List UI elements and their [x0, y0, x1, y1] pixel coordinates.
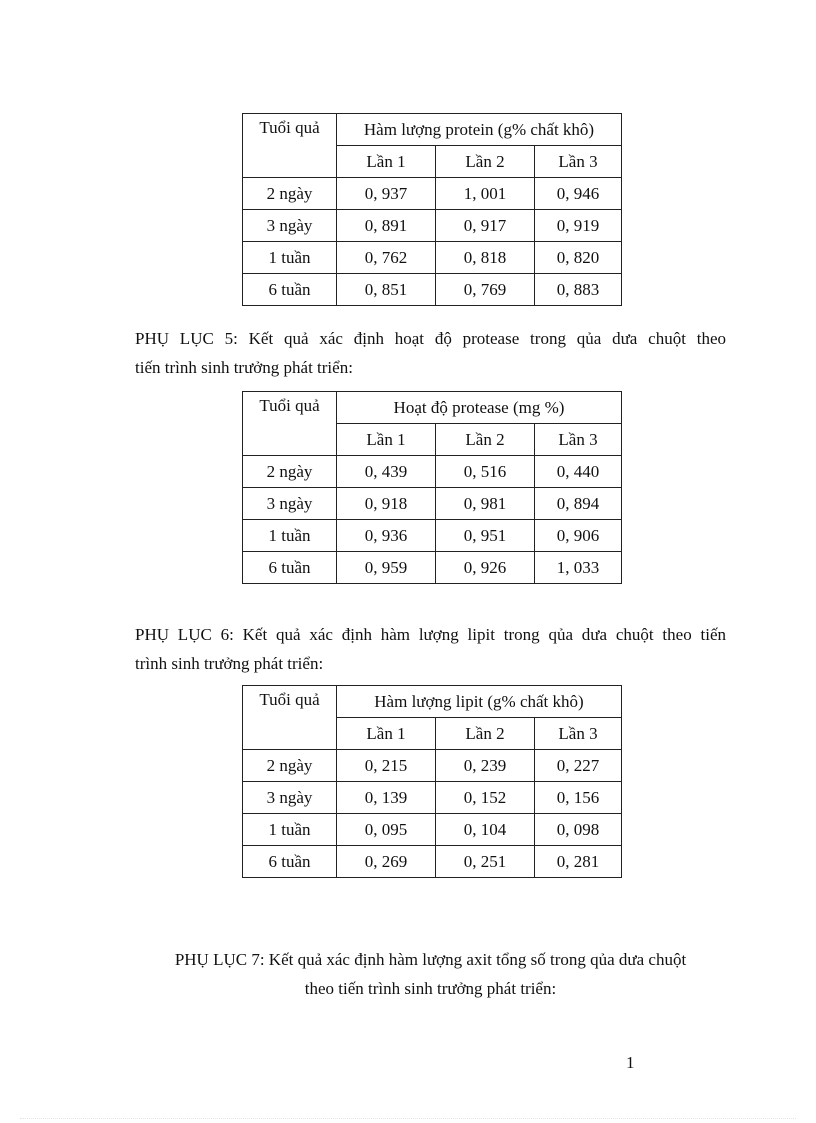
cell-value: 0, 851 [337, 274, 436, 306]
appendix-6-heading [135, 620, 726, 678]
cell-value: 0, 959 [337, 552, 436, 584]
table-row [243, 456, 622, 488]
cell-value: 0, 440 [535, 456, 622, 488]
cell-value: 0, 981 [436, 488, 535, 520]
cell-value: 0, 946 [535, 178, 622, 210]
lipid-table [242, 685, 622, 878]
appendix-5-line-1: PHỤ LỤC 5: Kết quả xác định hoạt độ protease trong qủa dưa chuột theo [135, 329, 726, 348]
cell-value: 0, 215 [337, 750, 436, 782]
cell-value: 0, 894 [535, 488, 622, 520]
row-age: 6 tuần [243, 846, 337, 878]
header-run: Lần 1 [337, 424, 436, 456]
header-run: Lần 1 [337, 718, 436, 750]
cell-value: 0, 917 [436, 210, 535, 242]
row-age: 3 ngày [243, 782, 337, 814]
appendix-6-line-1: PHỤ LỤC 6: Kết quả xác định hàm lượng lipit trong qủa dưa chuột theo tiến [135, 625, 726, 644]
header-run: Lần 2 [436, 718, 535, 750]
protein-table [242, 113, 622, 306]
table-row [243, 782, 622, 814]
cell-value: 0, 251 [436, 846, 535, 878]
appendix-6-line-2: trình sinh trưởng phát triển: [135, 654, 324, 673]
cell-value: 0, 269 [337, 846, 436, 878]
appendix-7-line-1: PHỤ LỤC 7: Kết quả xác định hàm lượng axit tổng số trong qủa dưa chuột [174, 950, 687, 969]
appendix-7-heading [135, 945, 726, 1003]
table-row [243, 520, 622, 552]
cell-value: 0, 439 [337, 456, 436, 488]
cell-value: 0, 918 [337, 488, 436, 520]
header-run: Lần 2 [436, 146, 535, 178]
cell-value: 0, 919 [535, 210, 622, 242]
row-age: 1 tuần [243, 242, 337, 274]
row-age: 3 ngày [243, 488, 337, 520]
cell-value: 0, 152 [436, 782, 535, 814]
row-age: 2 ngày [243, 750, 337, 782]
cell-value: 0, 281 [535, 846, 622, 878]
cell-value: 1, 001 [436, 178, 535, 210]
header-age: Tuổi quả [243, 114, 337, 178]
row-age: 1 tuần [243, 520, 337, 552]
appendix-7-line-2: theo tiến trình sinh trưởng phát triển: [304, 979, 557, 998]
row-age: 6 tuần [243, 274, 337, 306]
row-age: 2 ngày [243, 456, 337, 488]
cell-value: 0, 883 [535, 274, 622, 306]
appendix-5-line-2: tiến trình sinh trưởng phát triển: [135, 358, 353, 377]
cell-value: 0, 937 [337, 178, 436, 210]
table-row [243, 488, 622, 520]
cell-value: 0, 818 [436, 242, 535, 274]
header-run: Lần 3 [535, 424, 622, 456]
header-measure: Hoạt độ protease (mg %) [337, 392, 622, 424]
cell-value: 0, 095 [337, 814, 436, 846]
table-header-row [243, 686, 622, 718]
cell-value: 0, 104 [436, 814, 535, 846]
page-footer-divider [20, 1118, 796, 1119]
cell-value: 0, 951 [436, 520, 535, 552]
table-row [243, 552, 622, 584]
header-run: Lần 3 [535, 146, 622, 178]
cell-value: 0, 098 [535, 814, 622, 846]
cell-value: 0, 762 [337, 242, 436, 274]
table-row [243, 846, 622, 878]
row-age: 1 tuần [243, 814, 337, 846]
header-age: Tuổi quả [243, 392, 337, 456]
cell-value: 0, 769 [436, 274, 535, 306]
cell-value: 0, 891 [337, 210, 436, 242]
header-measure: Hàm lượng protein (g% chất khô) [337, 114, 622, 146]
header-age: Tuổi quả [243, 686, 337, 750]
row-age: 2 ngày [243, 178, 337, 210]
cell-value: 0, 227 [535, 750, 622, 782]
table-row [243, 178, 622, 210]
cell-value: 0, 516 [436, 456, 535, 488]
table-row [243, 274, 622, 306]
cell-value: 1, 033 [535, 552, 622, 584]
header-run: Lần 3 [535, 718, 622, 750]
page-number: 1 [626, 1053, 635, 1072]
header-measure: Hàm lượng lipit (g% chất khô) [337, 686, 622, 718]
table-row [243, 814, 622, 846]
cell-value: 0, 139 [337, 782, 436, 814]
cell-value: 0, 239 [436, 750, 535, 782]
cell-value: 0, 906 [535, 520, 622, 552]
cell-value: 0, 936 [337, 520, 436, 552]
table-row [243, 750, 622, 782]
cell-value: 0, 156 [535, 782, 622, 814]
header-run: Lần 1 [337, 146, 436, 178]
cell-value: 0, 820 [535, 242, 622, 274]
protease-table [242, 391, 622, 584]
table-row [243, 210, 622, 242]
appendix-5-heading [135, 324, 726, 382]
table-header-row [243, 392, 622, 424]
row-age: 6 tuần [243, 552, 337, 584]
table-row [243, 242, 622, 274]
table-header-row [243, 114, 622, 146]
cell-value: 0, 926 [436, 552, 535, 584]
header-run: Lần 2 [436, 424, 535, 456]
row-age: 3 ngày [243, 210, 337, 242]
